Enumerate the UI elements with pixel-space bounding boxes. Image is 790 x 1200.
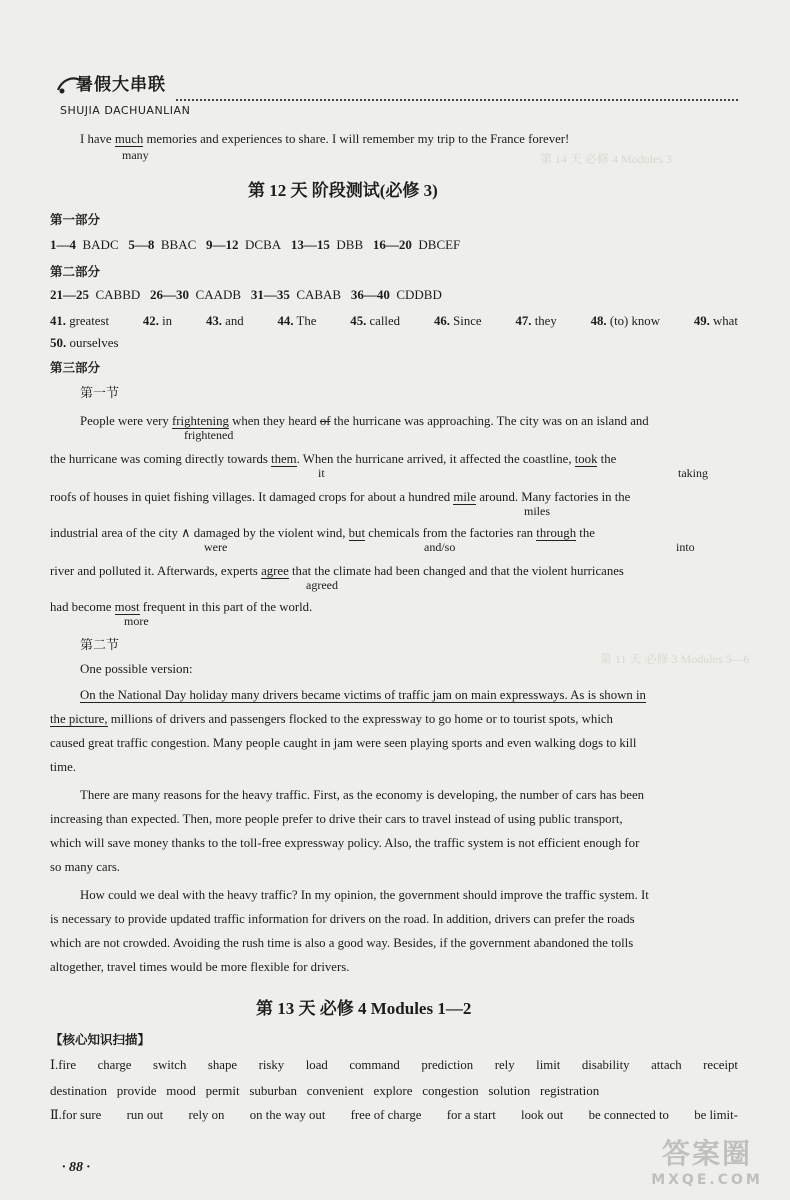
watermark-url: MXQE.COM [651, 1172, 763, 1188]
correction-word: taking [678, 466, 708, 480]
vocab-row-2: destination provide mood permit suburban convenient explore congestion solution registration [50, 1083, 600, 1098]
section2-title: 第二节 [80, 637, 120, 652]
essay-p2-line-3: which will save money thanks to the toll-free expressway policy. Also, the traffic system is not efficient enough for [50, 836, 640, 850]
correction-word: more [124, 614, 149, 628]
watermark-logo [632, 1132, 782, 1194]
essay-p2-line-2: increasing than expected. Then, more people prefer to drive their cars to travel instead of using public transport, [50, 812, 623, 826]
essay-p1-line-2: the picture, millions of drivers and passengers flocked to the expressway to go home or to tourist spots, which [50, 712, 613, 726]
essay-p1-line-4: time. [50, 760, 76, 774]
essay-p3-line-2: is necessary to provide updated traffic information for drivers on the road. In addition, drivers can prefer the roads [50, 912, 635, 926]
vocab-row-1: Ⅰ.fire charge switch shape risky load command prediction rely limit disability attach receipt [50, 1058, 738, 1072]
correction-line-5: river and polluted it. Afterwards, experts agree that the climate had been changed and that the violent hurricanes [50, 564, 624, 578]
section1-title: 第一节 [80, 385, 120, 400]
watermark-text: 答案圈 [661, 1137, 752, 1170]
correction-word: frightened [184, 428, 234, 442]
correction-word: were [204, 540, 228, 554]
vocab-row-3: Ⅱ.for sure run out rely on on the way out free of charge for a start look out be connected to be limit- [50, 1108, 738, 1122]
part2-fill-last: 50. ourselves [50, 335, 119, 350]
essay-p3-line-4: altogether, travel times would be more flexible for drivers. [50, 960, 350, 974]
day12-title: 第 12 天 阶段测试(必修 3) [248, 181, 438, 200]
correction-line-1: People were very frightening when they heard of the hurricane was approaching. The city was on an island and [80, 414, 649, 428]
logo-title: 暑假大串联 [76, 75, 166, 95]
correction-word: and/so [424, 540, 456, 554]
correction-word: it [318, 466, 325, 480]
part2-title: 第二部分 [50, 265, 101, 279]
correction-line-2: the hurricane was coming directly towards them. When the hurricane arrived, it affected the coastline, took the [50, 452, 617, 466]
part2-answers: 21—25 CABBD 26—30 CAADB 31—35 CABAB 36—40 CDDBD [50, 287, 442, 302]
part3-title: 第三部分 [50, 361, 101, 375]
part1-title: 第一部分 [50, 213, 101, 227]
day13-title: 第 13 天 必修 4 Modules 1—2 [256, 999, 472, 1018]
bleed-through: 第 14 天 必修 4 Modules 3 [540, 152, 673, 166]
bleed-through: 第 11 天 必修 3 Modules 5—6 [600, 652, 750, 666]
page-number: · 88 · [62, 1160, 90, 1175]
part1-answers: 1—4 BADC 5—8 BBAC 9—12 DCBA 13—15 DBB 16—20 DBCEF [50, 237, 461, 252]
essay-p2-line-4: so many cars. [50, 860, 121, 874]
correction-line-3: roofs of houses in quiet fishing villages. It damaged crops for about a hundred mile around. Many factories in the [50, 490, 631, 504]
header-divider [176, 99, 738, 101]
logo-subtitle: SHUJIA DACHUANLIAN [60, 104, 191, 117]
essay-p3-line-3: which are not crowded. Avoiding the rush time is also a good way. Besides, if the government abandoned the tolls [50, 936, 634, 950]
essay-intro: One possible version: [80, 661, 193, 676]
correction-line-6: had become most frequent in this part of the world. [50, 600, 313, 614]
essay-p1-line-1: On the National Day holiday many drivers became victims of traffic jam on main expressways. As is shown in [80, 688, 646, 702]
essay-p3-line-1: How could we deal with the heavy traffic? In my opinion, the government should improve the traffic system. It [80, 888, 649, 902]
correction-line-4: industrial area of the city ∧ damaged by the violent wind, but chemicals from the factories ran through the [50, 526, 595, 540]
correction-word: miles [524, 504, 550, 518]
correction-word: agreed [306, 578, 338, 592]
part2-fill-row: 41. greatest 42. in 43. and 44. The 45. called 46. Since 47. they 48. (to) know 49. what [50, 314, 738, 328]
essay-p1-line-3: caused great traffic congestion. Many people caught in jam were seen playing sports and even walking dogs to kill [50, 736, 637, 750]
scan-label: 【核心知识扫描】 [50, 1033, 151, 1047]
intro-correction: many [122, 148, 149, 162]
intro-sentence: I have much memories and experiences to share. I will remember my trip to the France forever! [80, 132, 570, 146]
essay-p2-line-1: There are many reasons for the heavy traffic. First, as the economy is developing, the number of cars has been [80, 788, 645, 802]
correction-word: into [676, 540, 695, 554]
